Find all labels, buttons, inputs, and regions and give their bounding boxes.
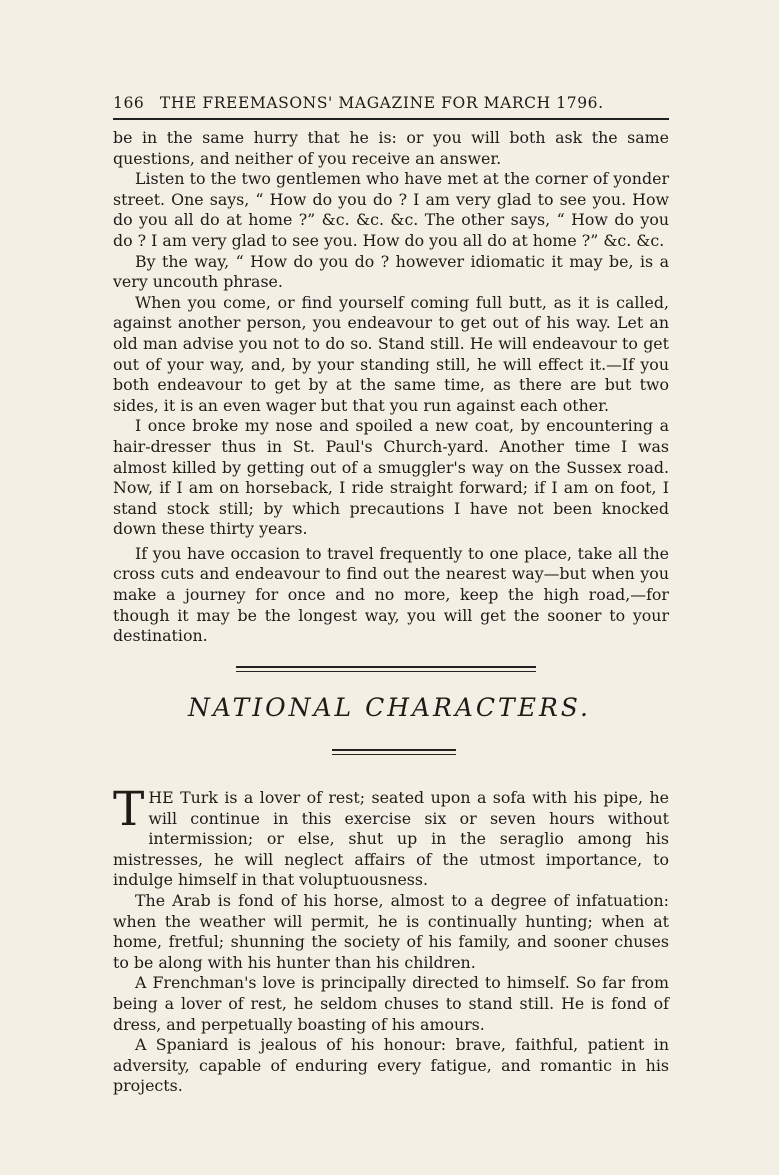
article-body <box>113 782 669 1097</box>
paragraph: Listen to the two gentlemen who have met at the corner of yonder street. One says, “ How do you do ? I am very glad to see you. How do you all do at home ?” &c. &c. &c. The other says, “ How do you do ? I am very glad to see you. How do you all do at home ?” &c. &c. <box>113 169 669 250</box>
paragraph: I once broke my nose and spoiled a new coat, by encountering a hair-dresser thus in St. Paul's Church-yard. Another time I was almost killed by getting out of a smuggler's way on the Sussex road. Now, if I am on horseback, I ride straight forward; if I am on foot, I stand stock still; by which precautions I have not been knocked down these thirty years. <box>113 416 669 539</box>
paragraph: be in the same hurry that he is: or you will both ask the same questions, and neither of you receive an answer. <box>113 128 669 168</box>
drop-cap: T <box>113 782 145 837</box>
paragraph: If you have occasion to travel frequently to one place, take all the cross cuts and endeavour to find out the nearest way—but when you make a journey for once and no more, keep the high road,—for though it may be the longest way, you will get the sooner to your destination. <box>113 543 669 646</box>
paragraph: When you come, or find yourself coming full butt, as it is called, against another person, you endeavour to get out of his way. Let an old man advise you not to do so. Stand still. He will endeavour to get out of your way, and, by your standing still, he will effect it.—If you both endeavour to get by at the same time, as there are but two sides, it is an even wager but that you run against each other. <box>113 292 669 415</box>
paragraph: By the way, “ How do you do ? however idiomatic it may be, is a very uncouth phrase. <box>113 251 669 292</box>
paragraph: The Arab is fond of his horse, almost to a degree of infatuation: when the weather will permit, he is continually hunting; when at home, fretful; shunning the society of his family, and sooner chuses to be along with his hunter than his children. <box>113 890 669 972</box>
article-title: NATIONAL CHARACTERS. <box>187 693 591 722</box>
running-header <box>113 94 669 112</box>
title-divider <box>332 749 456 755</box>
header-rule <box>113 118 669 120</box>
continued-text-section <box>113 128 669 647</box>
running-title: THE FREEMASONS' MAGAZINE FOR MARCH 1796. <box>159 94 604 112</box>
paragraph: A Spaniard is jealous of his honour: brave, faithful, patient in adversity, capable of enduring every fatigue, and romantic in his projects. <box>113 1035 669 1096</box>
paragraph: A Frenchman's love is principally directed to himself. So far from being a lover of rest, he seldom chuses to stand still. He is fond of dress, and perpetually boasting of his amours. <box>113 973 669 1034</box>
opening-text: HE Turk is a lover of rest; seated upon a sofa with his pipe, he will continue in this exercise six or seven hours without intermission; or else, shut up in the seraglio among his mistresses, he will neglect affairs of the utmost importance, to indulge himself in that voluptuousness. <box>113 788 669 890</box>
section-divider <box>236 666 536 672</box>
page-number: 166 <box>113 94 145 112</box>
opening-paragraph <box>113 782 669 891</box>
